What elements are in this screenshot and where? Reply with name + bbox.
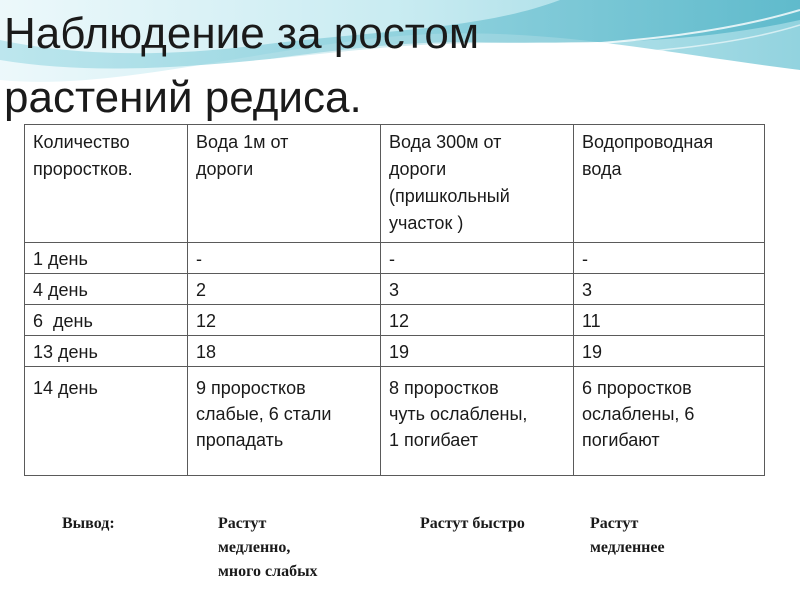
- table-cell-day: 4 день: [25, 274, 188, 305]
- table-header-row: [25, 125, 765, 243]
- table-cell: 12: [381, 305, 574, 336]
- table-cell-day: 1 день: [25, 243, 188, 274]
- header-cell-water-300m: Вода 300м от дороги (пришкольный участок ): [381, 125, 574, 243]
- table-cell-day: 14 день: [25, 367, 188, 476]
- conclusion-col-tap: Растут медленнее: [590, 515, 665, 556]
- conclusion-label: Вывод:: [62, 515, 115, 532]
- header-cell-tap-water: Водопроводная вода: [574, 125, 765, 243]
- table-cell: 3: [574, 274, 765, 305]
- table-cell: 19: [574, 336, 765, 367]
- table-cell: 12: [188, 305, 381, 336]
- header-cell-water-1m: Вода 1м от дороги: [188, 125, 381, 243]
- table-row: [25, 243, 765, 274]
- table-cell-day: 13 день: [25, 336, 188, 367]
- table-cell: 18: [188, 336, 381, 367]
- table-row: [25, 274, 765, 305]
- table-row: [25, 305, 765, 336]
- title-line-2: растений редиса.: [4, 73, 362, 122]
- table-cell: 2: [188, 274, 381, 305]
- page-title: [4, 2, 784, 130]
- table-row: [25, 367, 765, 476]
- title-line-1: Наблюдение за ростом: [4, 9, 480, 58]
- table-cell: 9 проростков слабые, 6 стали пропадать: [188, 367, 381, 476]
- table-cell: 19: [381, 336, 574, 367]
- table-cell: -: [381, 243, 574, 274]
- observation-table: [24, 124, 765, 476]
- table-cell: -: [574, 243, 765, 274]
- header-cell-count: Количество проростков.: [25, 125, 188, 243]
- table-row: [25, 336, 765, 367]
- table-cell-day: 6 день: [25, 305, 188, 336]
- table-cell: 6 проростков ослаблены, 6 погибают: [574, 367, 765, 476]
- conclusion-col-1m: Растут медленно, много слабых: [218, 515, 318, 580]
- table-cell: 3: [381, 274, 574, 305]
- table-cell: 11: [574, 305, 765, 336]
- table-cell: 8 проростков чуть ослаблены, 1 погибает: [381, 367, 574, 476]
- conclusion-col-300m: Растут быстро: [420, 515, 525, 532]
- table-cell: -: [188, 243, 381, 274]
